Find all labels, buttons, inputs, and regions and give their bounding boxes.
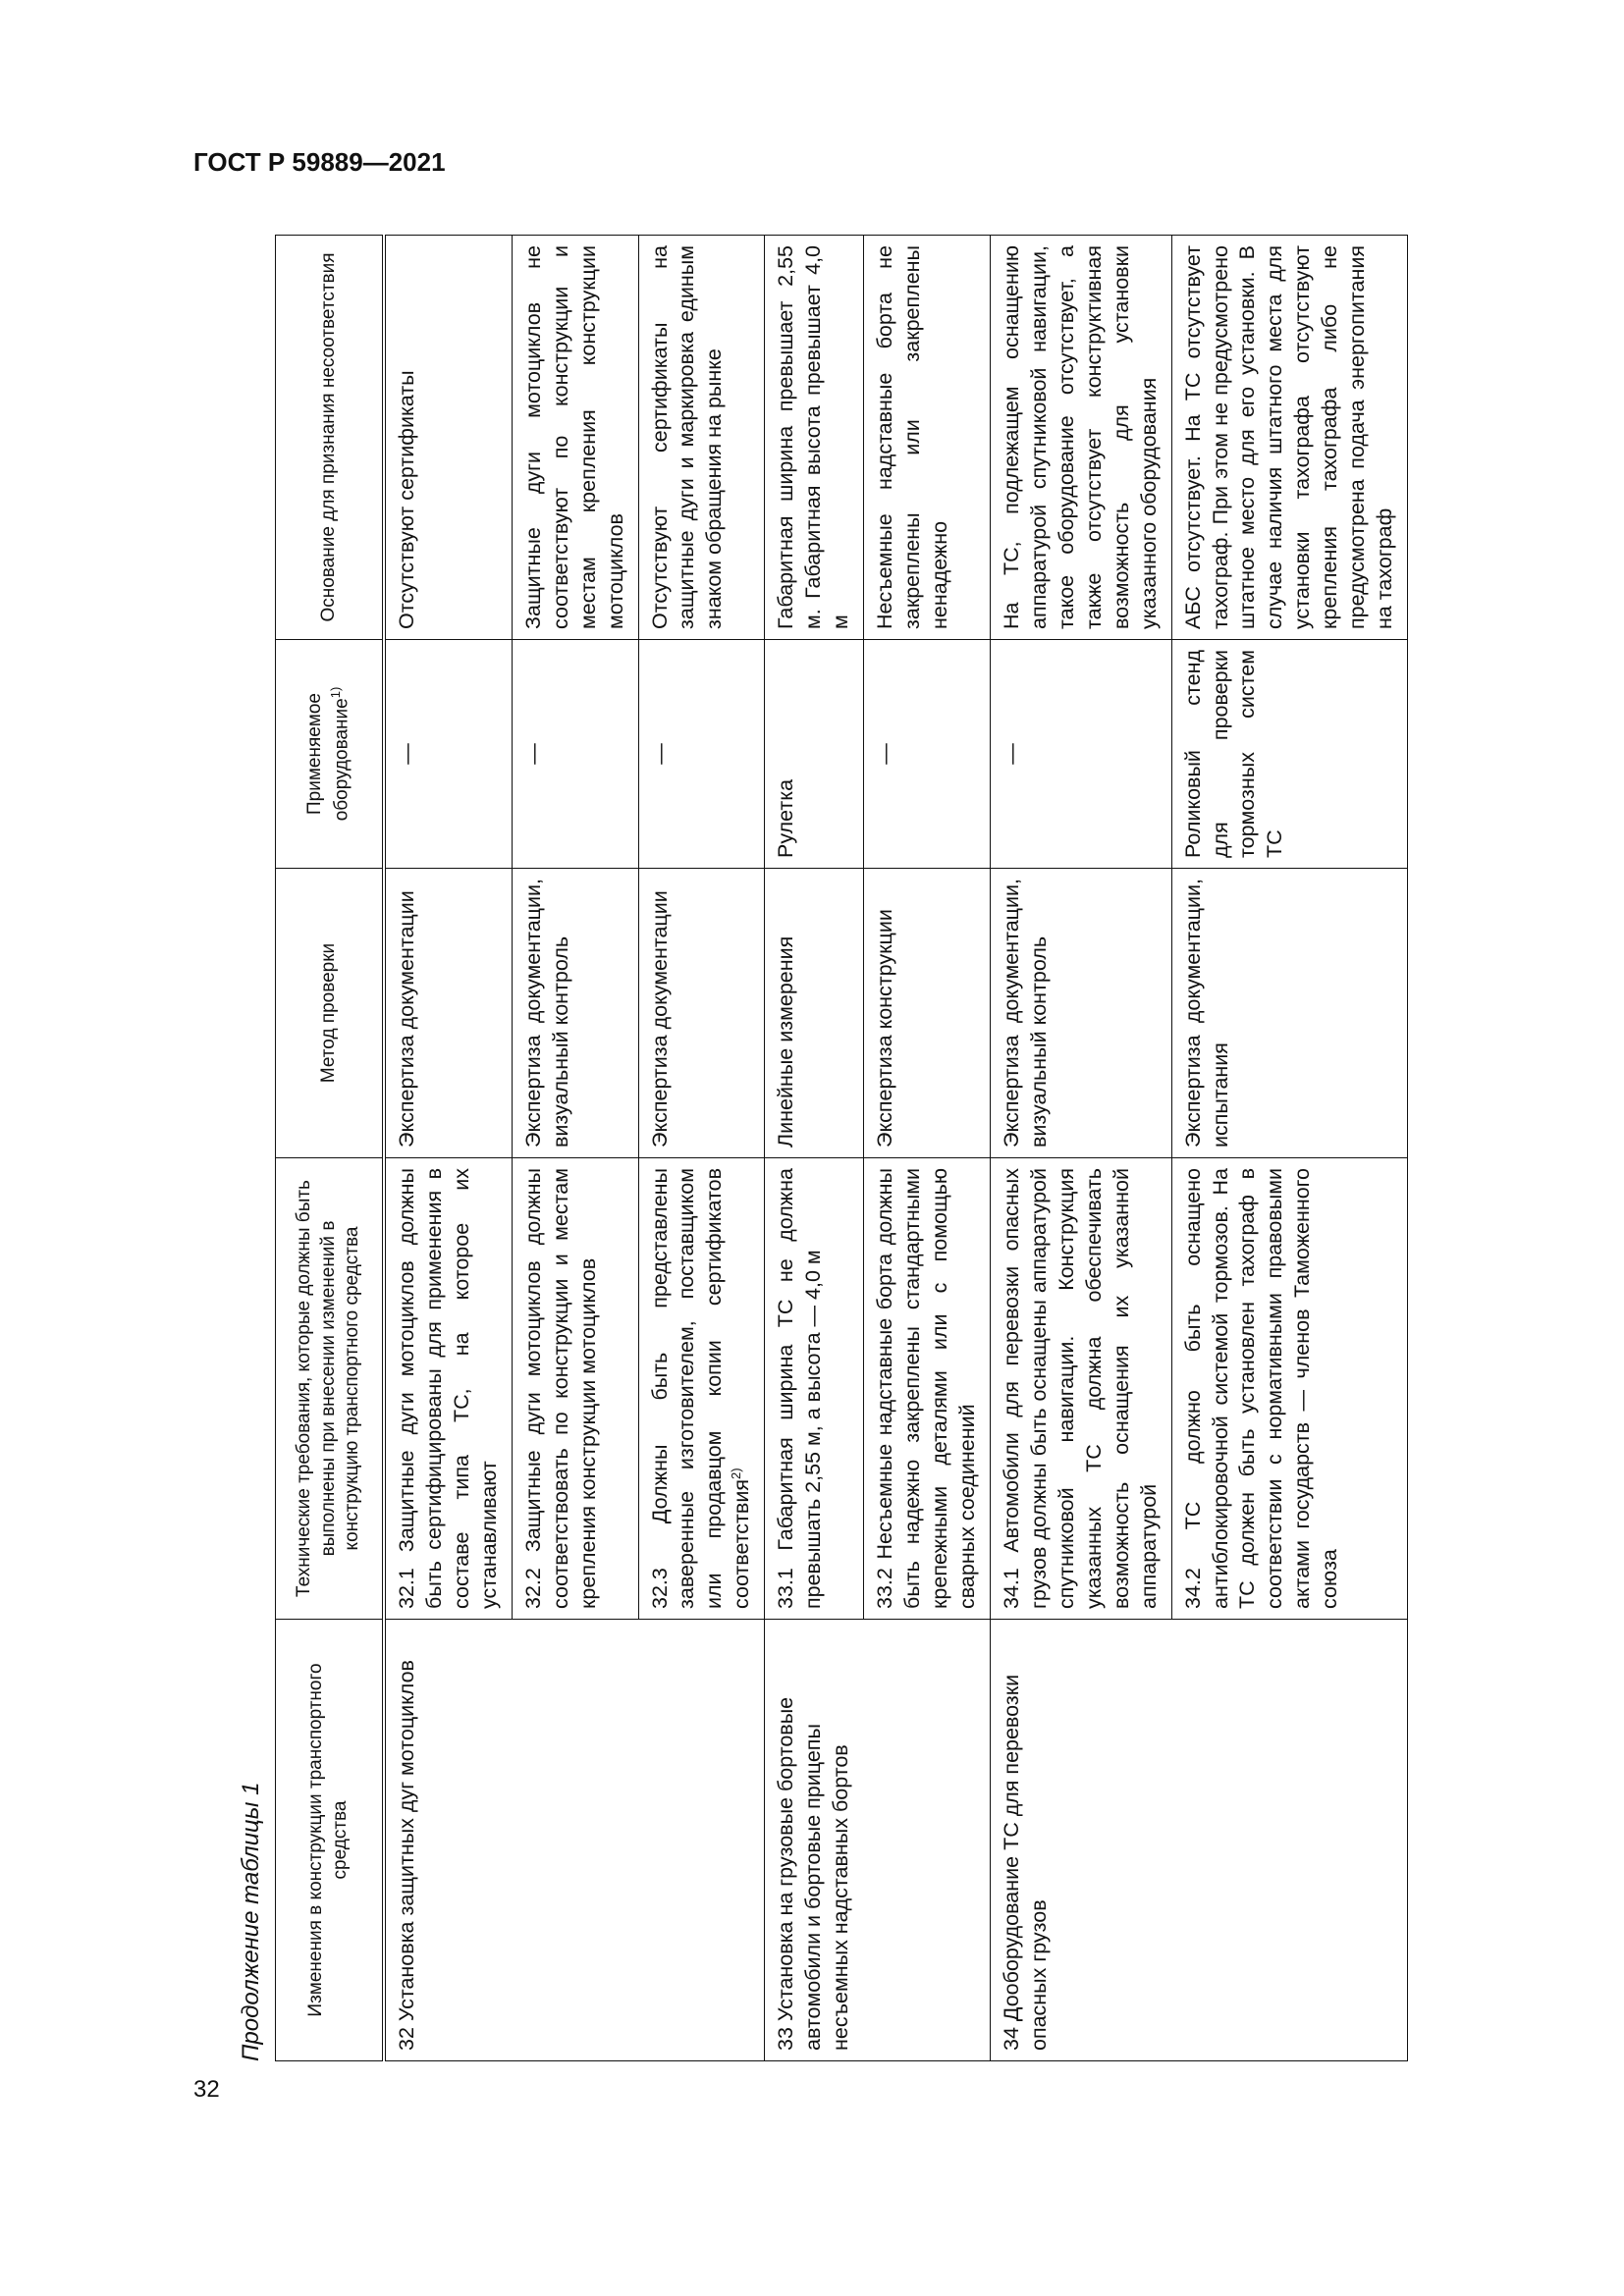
column-header-change: Изменения в конструкции транспортного средства — [276, 1620, 385, 2061]
column-header-equipment — [276, 640, 385, 869]
method-cell: Экспертиза конструкции — [864, 869, 991, 1158]
footnote-mark: 2) — [729, 1468, 744, 1480]
equipment-cell: — — [638, 640, 765, 869]
basis-cell: Отсутствуют сертификаты на защитные дуги и маркировка единым знаком обращения на рынке — [638, 236, 765, 640]
basis-cell: Отсутствуют сертификаты — [384, 236, 512, 640]
requirement-cell: 33.1 Габаритная ширина ТС не должна превышать 2,55 м, а высота — 4,0 м — [765, 1158, 864, 1620]
basis-cell: Несъемные надставные борта не закреплены или закреплены ненадежно — [864, 236, 991, 640]
requirement-cell — [638, 1158, 765, 1620]
equipment-cell: — — [990, 640, 1171, 869]
table-caption: Продолжение таблицы 1 — [238, 1782, 264, 2061]
requirements-table — [275, 235, 1408, 2061]
change-cell: 33 Установка на грузовые бортовые автомобили и бортовые прицепы несъемных надставных бортов — [765, 1620, 991, 2061]
basis-cell: Защитные дуги мотоциклов не соответствуют по конструкции и местам крепления конструкции мотоциклов — [512, 236, 638, 640]
equipment-cell: Рулетка — [765, 640, 864, 869]
equipment-cell: — — [384, 640, 512, 869]
basis-cell: На ТС, подлежащем оснащению аппаратурой спутниковой навигации, такое оборудование отсутствует, а также отсутствует конструктивная возможность для установки указанного оборудования — [990, 236, 1171, 640]
column-header-requirement: Технические требования, которые должны быть выполнены при внесении изменений в конструкцию транспортного средства — [276, 1158, 385, 1620]
table-row — [765, 236, 864, 2061]
change-cell: 32 Установка защитных дуг мотоциклов — [384, 1620, 765, 2061]
method-cell: Экспертиза документации — [384, 869, 512, 1158]
footnote-mark: 1) — [327, 686, 343, 699]
equipment-cell: — — [864, 640, 991, 869]
requirement-cell: 34.2 ТС должно быть оснащено антиблокировочной системой тормозов. На ТС должен быть установлен тахограф в соответствии с нормативными правовыми актами государств — членов Таможенного союза — [1171, 1158, 1408, 1620]
method-cell: Линейные измерения — [765, 869, 864, 1158]
change-cell: 34 Дооборудование ТС для перевозки опасных грузов — [990, 1620, 1407, 2061]
equipment-cell: Роликовый стенд для проверки тормозных систем ТС — [1171, 640, 1408, 869]
requirement-cell: 33.2 Несъемные надставные борта должны быть надежно закреплены стандартными крепежными деталями или с помощью сварных соединений — [864, 1158, 991, 1620]
method-cell: Экспертиза документации — [638, 869, 765, 1158]
basis-cell: Габаритная ширина превышает 2,55 м. Габаритная высота превышает 4,0 м — [765, 236, 864, 640]
table-header-row — [276, 236, 385, 2061]
document-code: ГОСТ Р 59889—2021 — [193, 147, 446, 177]
method-cell: Экспертиза документации, испытания — [1171, 869, 1408, 1158]
requirement-text: 32.3 Должны быть представлены заверенные изготовителем, поставщиком или продавцом копии сертификатов соответствия — [647, 1168, 754, 1609]
method-cell: Экспертиза документации, визуальный контроль — [512, 869, 638, 1158]
equipment-cell: — — [512, 640, 638, 869]
column-header-equipment-text: Применяемое оборудование — [304, 693, 352, 822]
table-row — [384, 236, 512, 2061]
rotated-table-container — [226, 236, 1522, 2061]
requirement-cell: 34.1 Автомобили для перевозки опасных грузов должны быть оснащены аппаратурой спутниковой навигации. Конструкция указанных ТС должна обеспечивать возможность оснащения их указанной аппаратурой — [990, 1158, 1171, 1620]
column-header-method: Метод проверки — [276, 869, 385, 1158]
requirement-cell: 32.1 Защитные дуги мотоциклов должны быть сертифицированы для применения в составе типа ТС, на которое их устанавливают — [384, 1158, 512, 1620]
requirement-cell: 32.2 Защитные дуги мотоциклов должны соответствовать по конструкции и местам крепления конструкции мотоциклов — [512, 1158, 638, 1620]
basis-cell: АБС отсутствует. На ТС отсутствует тахограф. При этом не предусмотрено штатное место для его установки. В случае наличия штатного места для установки тахографа отсутствуют крепления тахографа либо не предусмотрена подача энергопитания на тахограф — [1171, 236, 1408, 640]
page-number: 32 — [193, 2076, 220, 2103]
table-row — [990, 236, 1171, 2061]
method-cell: Экспертиза документации, визуальный контроль — [990, 869, 1171, 1158]
column-header-basis: Основание для признания несоответствия — [276, 236, 385, 640]
